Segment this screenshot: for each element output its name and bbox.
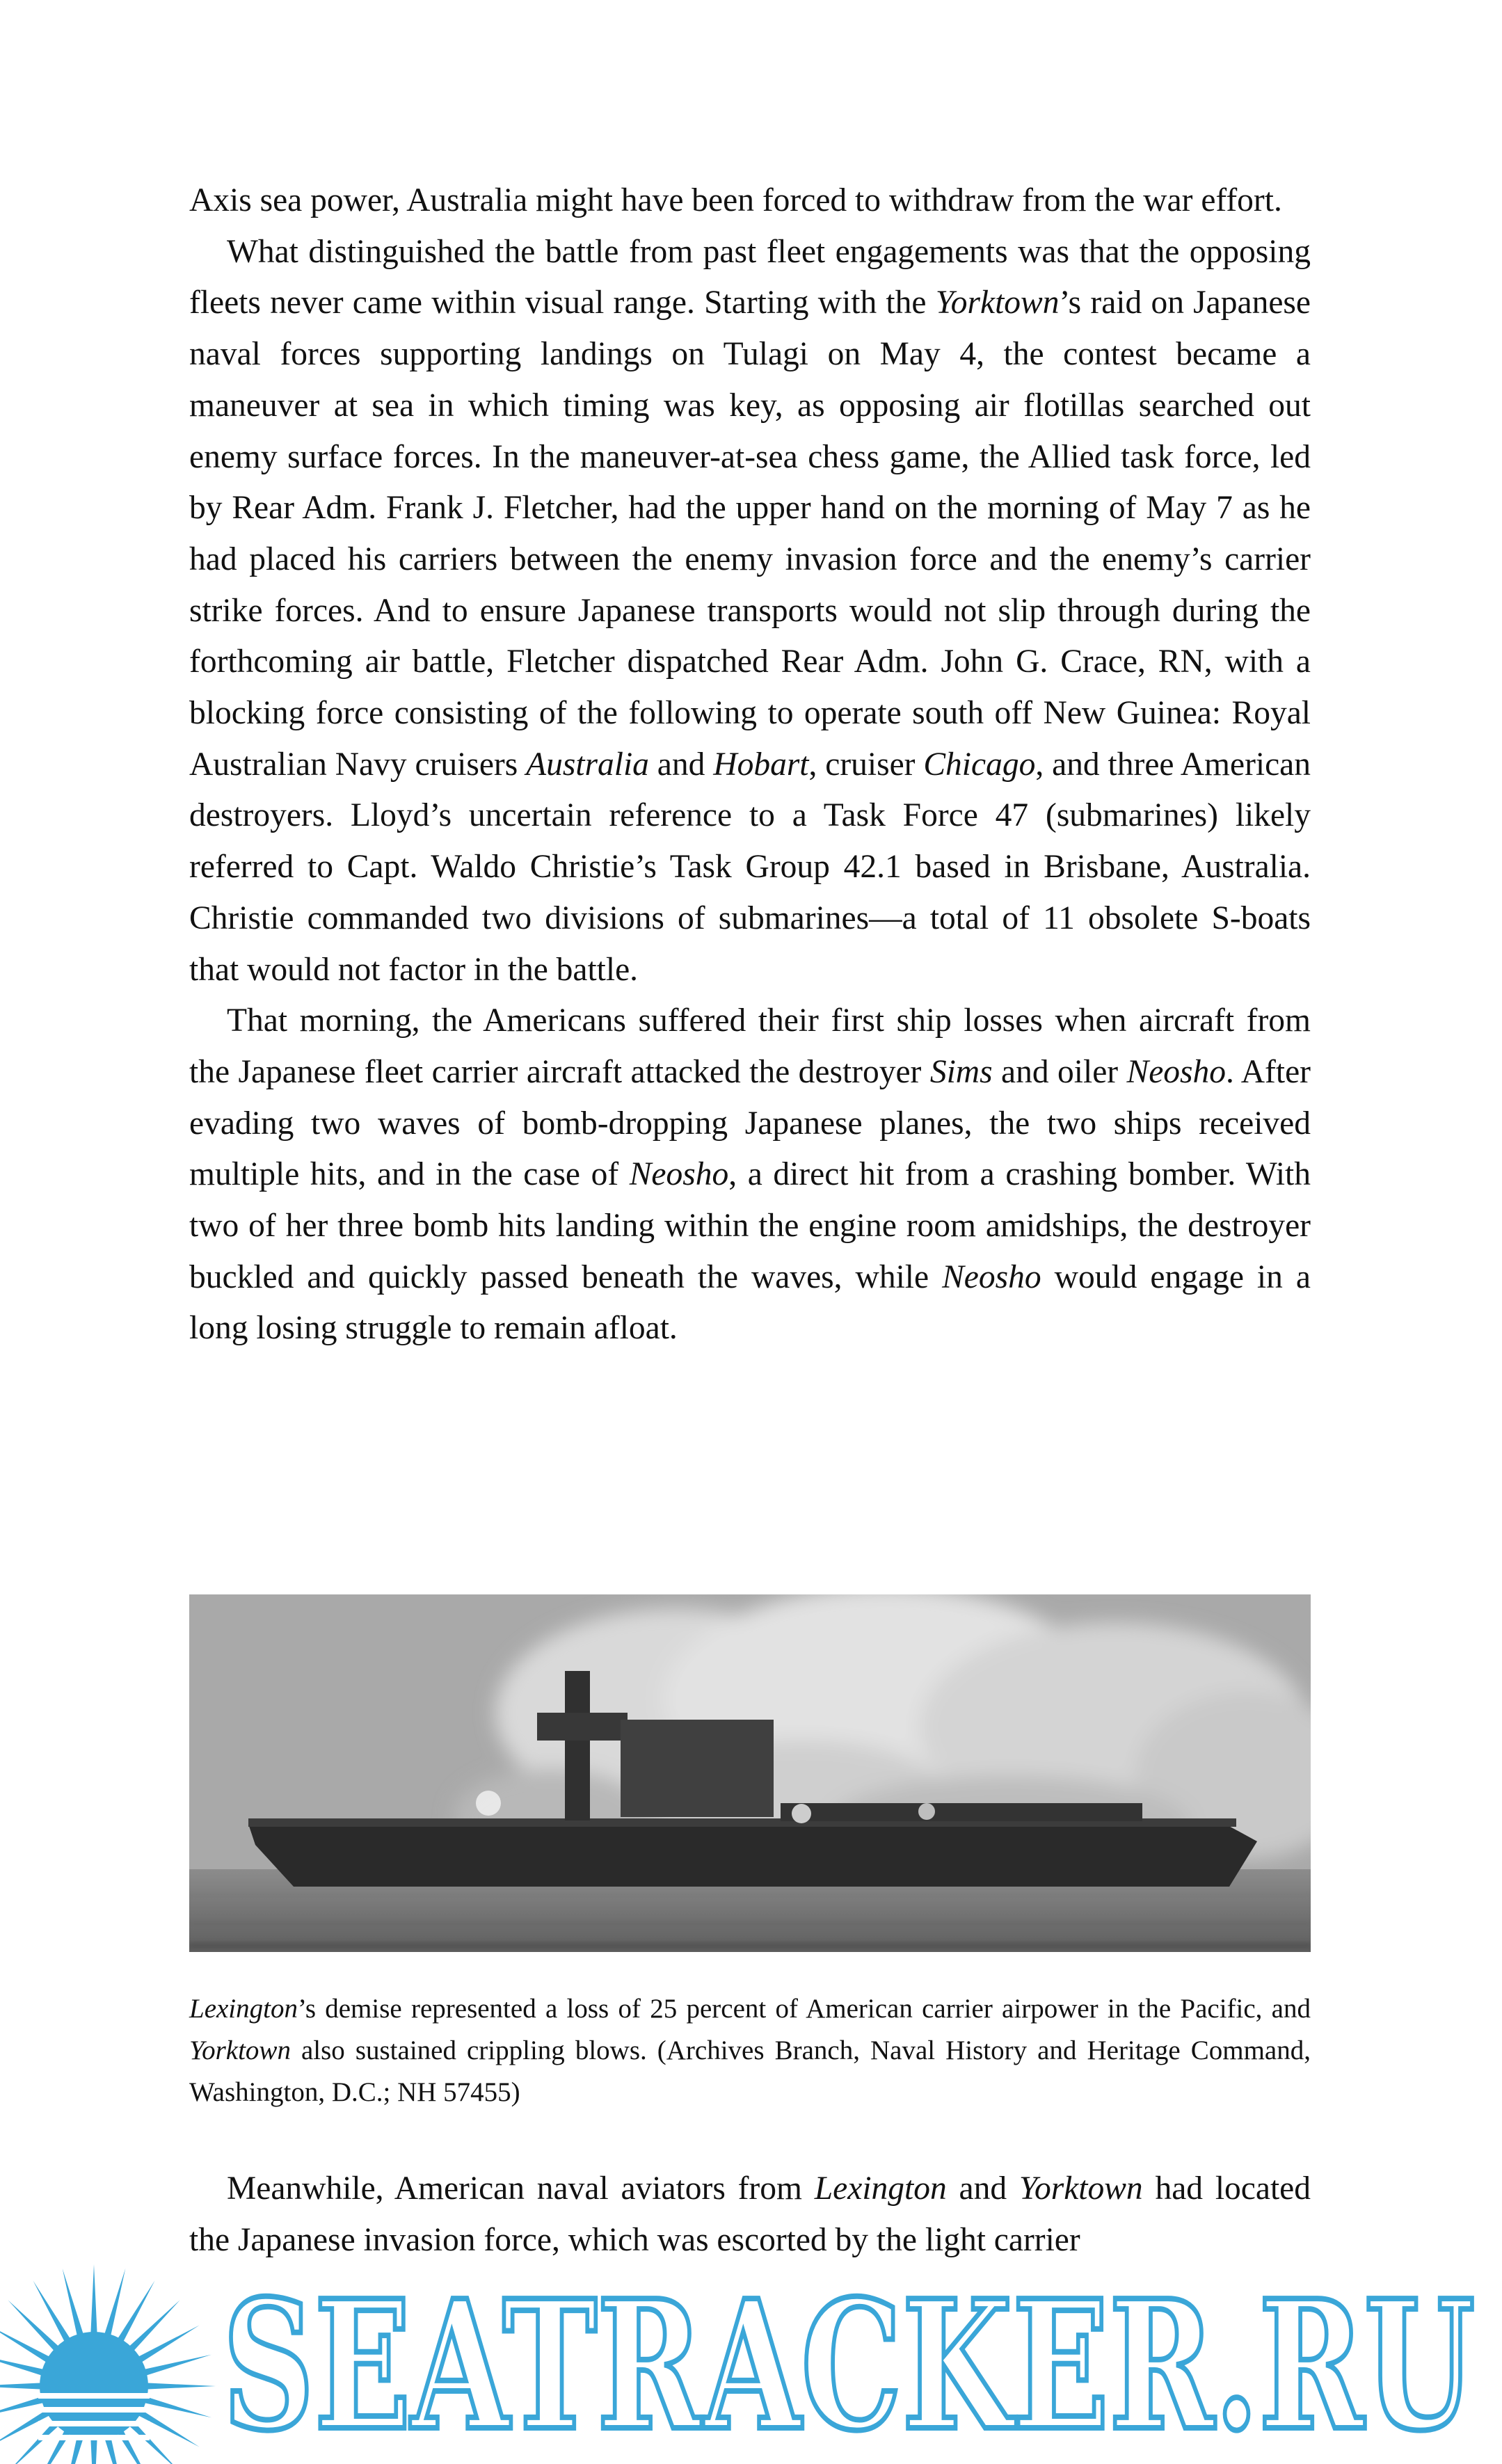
paragraph-3-text-1: That morning, the Americans suffered their first ship losses when aircraft from the Japanese fleet carrier aircraft attacked the destroyer [189, 1002, 1311, 1090]
sun-ray [0, 2326, 54, 2365]
photo-caption [189, 1988, 1311, 2113]
sun-ray [0, 2355, 48, 2377]
watermark-text: SEATRACKER.RU [223, 2262, 1475, 2464]
ship-name-neosho: Neosho [1126, 1053, 1227, 1090]
paragraph-4 [189, 2163, 1311, 2266]
paragraph-4-text-1: Meanwhile, American naval aviators from [227, 2170, 815, 2207]
paragraph-3-text-3: . After evading two waves of bomb-dropping Japanese planes, the two ships received multiple hits, and in the case of [189, 1053, 1311, 1193]
sun-logo-icon [0, 2264, 216, 2464]
sun-disc [40, 2332, 148, 2440]
sun-ray [63, 2269, 85, 2340]
ship-name-yorktown: Yorktown [1018, 2170, 1143, 2207]
sun-ray [134, 2408, 200, 2447]
paragraph-4-text-3: had located the Japanese invasion force, which was escorted by the light carrier [189, 2170, 1311, 2258]
sun-ray [8, 2300, 62, 2354]
ship-name-neosho: Neosho [629, 1156, 729, 1193]
paragraph-1 [189, 175, 1311, 227]
sun-ray [126, 2300, 180, 2354]
paragraph-3-text-5: would engage in a long losing struggle to remain afloat. [189, 1258, 1311, 1347]
sun-ray [134, 2326, 200, 2365]
caption-ship-name-lexington: Lexington [189, 1994, 298, 2024]
sun-ray [143, 2383, 216, 2390]
sun-ray [103, 2432, 125, 2464]
sun-ray [8, 2418, 62, 2464]
sun-ray [115, 2426, 155, 2464]
ship-name-chicago: Chicago [923, 746, 1036, 783]
sun-ray [140, 2395, 211, 2417]
ship-name-australia: Australia [526, 746, 649, 783]
sun-ray [90, 2435, 97, 2464]
sun-ray [0, 2408, 54, 2447]
sun-ray [0, 2395, 48, 2417]
caption-text-2: also sustained crippling blows. (Archives Branch, Naval History and Heritage Command, Washington, D.C.; NH 57455) [189, 2035, 1311, 2107]
sun-stripe [38, 2393, 150, 2399]
sun-ray [140, 2355, 211, 2377]
caption-text-1: ’s demise represented a loss of 25 percent of American carrier airpower in the Pacific, and [297, 1994, 1311, 2024]
paragraph-3 [189, 995, 1311, 1354]
ship-name-sims: Sims [929, 1053, 993, 1090]
sun-stripe [38, 2435, 150, 2440]
body-text-top [189, 175, 1311, 1354]
caption-ship-name-yorktown: Yorktown [189, 2035, 291, 2065]
paragraph-3-text-4: , a direct hit from a crashing bomber. With two of her three bomb hits landing within the engine room amidships, the destroyer buckled and quickly passed beneath the waves, while [189, 1156, 1311, 1295]
paragraph-4-text-2: and [946, 2170, 1019, 2207]
sun-stripe [38, 2407, 150, 2413]
sun-ray [115, 2280, 155, 2346]
photo-illustration [189, 1594, 1311, 1952]
sun-ray [63, 2432, 85, 2464]
paragraph-2-text-3: and [648, 746, 714, 783]
sun-ray [103, 2269, 125, 2340]
sun-ray [90, 2264, 97, 2337]
paragraph-2-text-5: , and three American destroyers. Lloyd’s uncertain reference to a Task Force 47 (submarines) likely referred to Capt. Waldo Christie’s Task Group 42.1 based in Brisbane, Australia. Christie commanded two divisions of submarines—a total of 11 obsolete S-boats that would not factor in the battle. [189, 746, 1311, 988]
burning-carrier-photo [189, 1594, 1311, 1952]
paragraph-2-text-4: , cruiser [808, 746, 924, 783]
sun-ray [0, 2383, 45, 2390]
body-text-bottom [189, 2163, 1311, 2266]
sun-ray [126, 2418, 180, 2464]
ship-name-yorktown: Yorktown [935, 285, 1060, 321]
sun-stripe [38, 2421, 150, 2426]
paragraph-1-text: Axis sea power, Australia might have been forced to withdraw from the war effort. [189, 182, 1282, 218]
paragraph-3-text-2: and oiler [992, 1053, 1127, 1090]
ship-name-lexington: Lexington [814, 2170, 947, 2207]
sun-ray [33, 2280, 73, 2346]
paragraph-2-text-1: What distinguished the battle from past fleet engagements was that the opposing fleets never came within visual range. Starting with the [189, 233, 1311, 321]
ship-name-neosho: Neosho [942, 1258, 1041, 1295]
ship-name-hobart: Hobart [713, 746, 809, 783]
paragraph-2 [189, 227, 1311, 996]
sun-ray [33, 2426, 73, 2464]
paragraph-2-text-2: ’s raid on Japanese naval forces supporting landings on Tulagi on May 4, the contest became a maneuver at sea in which timing was key, as opposing air flotillas searched out enemy surface forces. In the maneuver-at-sea chess game, the Allied task force, led by Rear Adm. Frank J. Fletcher, had the upper hand on the morning of May 7 as he had placed his carriers between the enemy invasion force and the enemy’s carrier strike forces. And to ensure Japanese transports would not slip through during the forthcoming air battle, Fletcher dispatched Rear Adm. John G. Crace, RN, with a blocking force consisting of the following to operate south off New Guinea: Royal Australian Navy cruisers [189, 285, 1311, 783]
